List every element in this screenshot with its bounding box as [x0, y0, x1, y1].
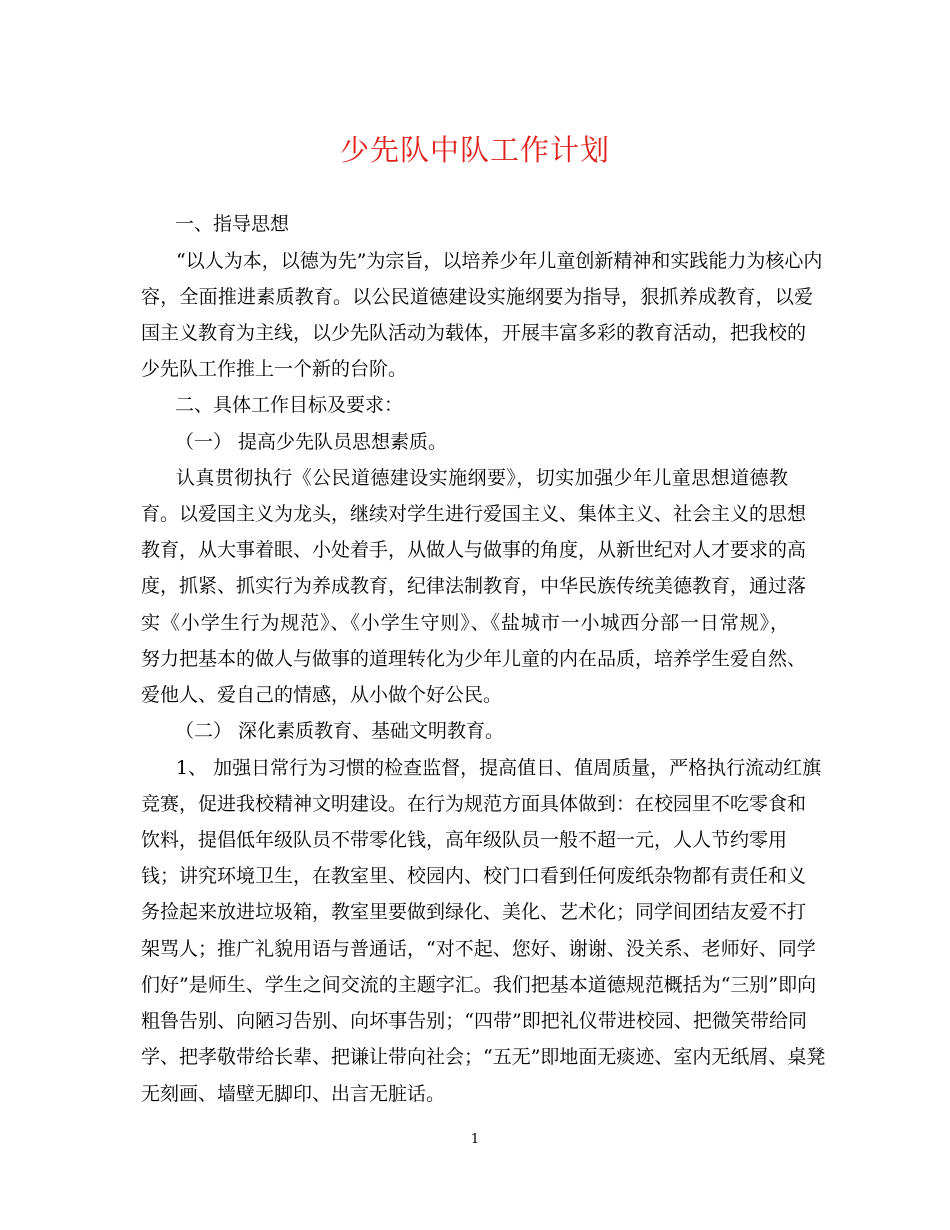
paragraph-line: 少先队工作推上一个新的台阶。 — [141, 358, 408, 380]
paragraph-line: 努力把基本的做人与做事的道理转化为少年儿童的内在品质，培养学生爱自然、 — [141, 648, 807, 670]
paragraph-line: 竞赛，促进我校精神文明建设。在行为规范方面具体做到：在校园里不吃零食和 — [141, 793, 807, 815]
document-title: 少先队中队工作计划 — [339, 133, 610, 167]
subsection-heading-2: （二） 深化素质教育、基础文明教育。 — [175, 720, 505, 742]
paragraph-line: 容，全面推进素质教育。以公民道德建设实施纲要为指导，狠抓养成教育，以爱 — [141, 286, 813, 308]
paragraph-line: 爱他人、爱自己的情感，从小做个好公民。 — [141, 684, 503, 706]
paragraph-line: 架骂人；推广礼貌用语与普通话，“对不起、您好、谢谢、没关系、老师好、同学 — [141, 938, 816, 960]
paragraph-line: 育。以爱国主义为龙头，继续对学生进行爱国主义、集体主义、社会主义的思想 — [141, 503, 807, 525]
paragraph-line: 务捡起来放进垃圾箱，教室里要做到绿化、美化、艺术化；同学间团结友爱不打 — [141, 901, 807, 923]
paragraph-line: “以人为本，以德为先”为宗旨，以培养少年儿童创新精神和实践能力为核心内 — [176, 250, 823, 272]
paragraph-line: 1、 加强日常行为习惯的检查监督，提高值日、值周质量，严格执行流动红旗 — [176, 757, 822, 779]
paragraph-line: 粗鲁告别、向陋习告别、向坏事告别；“四带”即把礼仪带进校园、把微笑带给同 — [141, 1010, 807, 1032]
paragraph-line: 国主义教育为主线，以少先队活动为载体，开展丰富多彩的教育活动，把我校的 — [141, 322, 807, 344]
paragraph-line: 实《小学生行为规范》、《小学生守则》、《盐城市一小城西分部一日常规》， — [141, 612, 789, 634]
paragraph-line: 度，抓紧、抓实行为养成教育，纪律法制教育，中华民族传统美德教育，通过落 — [141, 575, 807, 597]
paragraph-line: 们好”是师生、学生之间交流的主题字汇。我们把基本道德规范概括为“三别”即向 — [141, 974, 817, 996]
section-heading-goals: 二、具体工作目标及要求： — [175, 394, 404, 416]
section-heading-guiding-ideology: 一、指导思想 — [175, 213, 290, 235]
subsection-heading-1: （一） 提高少先队员思想素质。 — [175, 431, 448, 453]
paragraph-line: 钱；讲究环境卫生，在教室里、校园内、校门口看到任何废纸杂物都有责任和义 — [141, 865, 807, 887]
paragraph-line: 认真贯彻执行《公民道德建设实施纲要》，切实加强少年儿童思想道德教 — [176, 467, 788, 489]
paragraph-line: 学、把孝敬带给长辈、把谦让带向社会；“五无”即地面无痰迹、室内无纸屑、桌凳 — [141, 1046, 826, 1068]
paragraph-line: 教育，从大事着眼、小处着手，从做人与做事的角度，从新世纪对人才要求的高 — [141, 539, 807, 561]
paragraph-line: 饮料，提倡低年级队员不带零化钱，高年级队员一般不超一元，人人节约零用 — [141, 829, 788, 851]
paragraph-line: 无刻画、墙壁无脚印、出言无脏话。 — [141, 1083, 446, 1105]
page-number: 1 — [470, 1132, 480, 1147]
